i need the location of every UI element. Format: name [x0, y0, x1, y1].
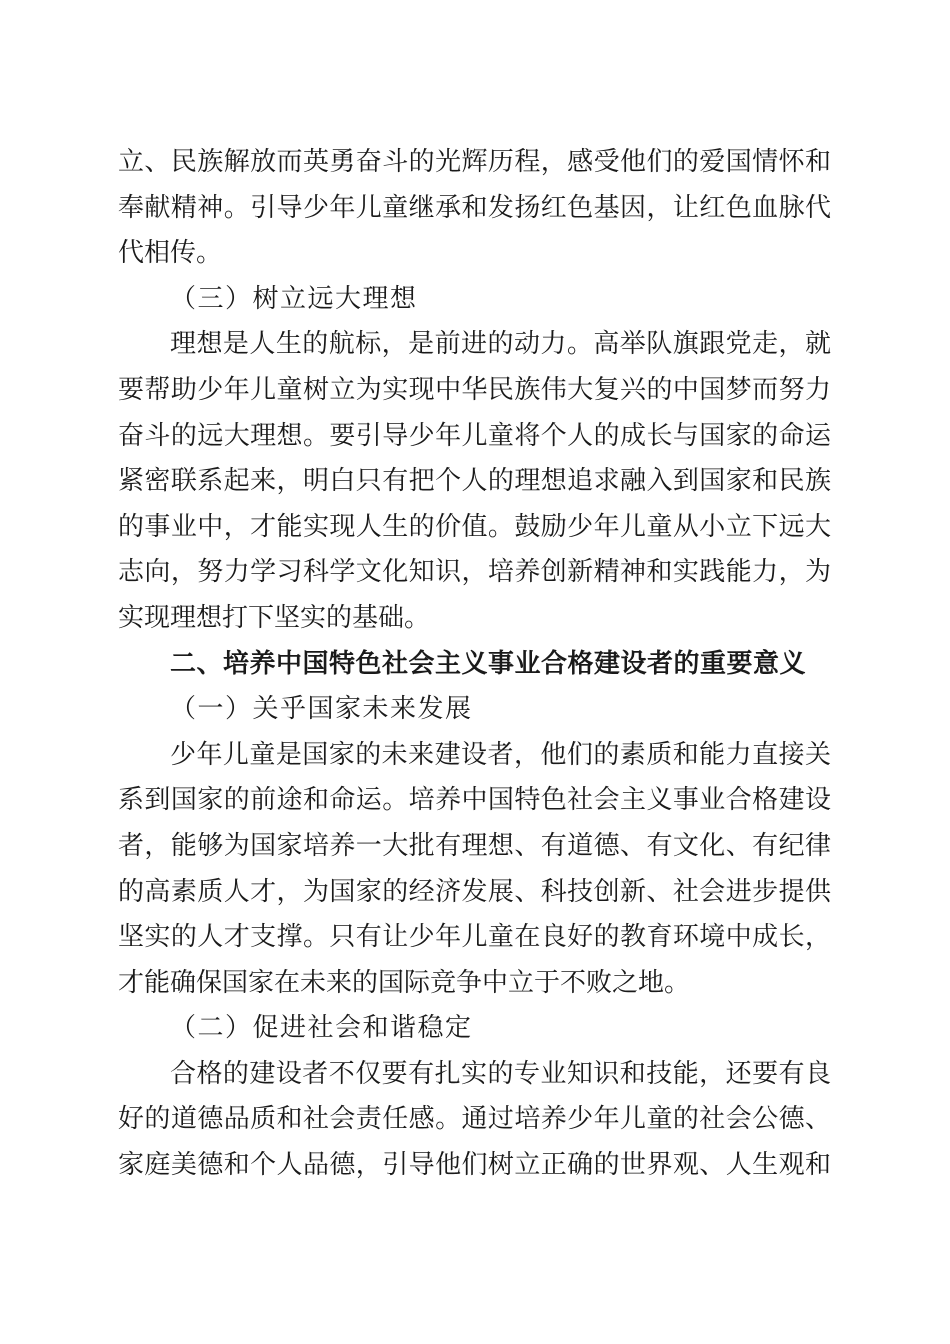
text-line: 合格的建设者不仅要有扎实的专业知识和技能，还要有良 [170, 1058, 831, 1089]
text-line: 者，能够为国家培养一大批有理想、有道德、有文化、有纪律 [118, 830, 831, 861]
text-line: 理想是人生的航标，是前进的动力。高举队旗跟党走，就 [170, 329, 831, 360]
paragraph-continuation [118, 140, 831, 277]
text-line: 志向，努力学习科学文化知识，培养创新精神和实践能力，为 [118, 557, 831, 588]
paragraph-social-harmony [118, 1052, 831, 1189]
section-subheading-1: （一）关乎国家未来发展 [170, 694, 473, 725]
text-line: 的高素质人才，为国家的经济发展、科技创新、社会进步提供 [118, 876, 831, 907]
paragraph-national-future [118, 733, 831, 1007]
text-line: 奋斗的远大理想。要引导少年儿童将个人的成长与国家的命运 [118, 420, 831, 451]
section-subheading-2: （二）促进社会和谐稳定 [170, 1013, 473, 1044]
document-page [118, 140, 831, 1189]
text-line: 紧密联系起来，明白只有把个人的理想追求融入到国家和民族 [118, 466, 831, 497]
text-line: 才能确保国家在未来的国际竞争中立于不败之地。 [118, 967, 691, 998]
text-line: 坚实的人才支撑。只有让少年儿童在良好的教育环境中成长， [118, 922, 831, 953]
section-subheading-3: （三）树立远大理想 [170, 283, 418, 314]
text-line: 系到国家的前途和命运。培养中国特色社会主义事业合格建设 [118, 785, 831, 816]
text-line: 少年儿童是国家的未来建设者，他们的素质和能力直接关 [170, 739, 831, 770]
text-line: 家庭美德和个人品德，引导他们树立正确的世界观、人生观和 [118, 1150, 831, 1181]
text-line: 实现理想打下坚实的基础。 [118, 602, 431, 633]
paragraph-ideals [118, 322, 831, 641]
text-line: 的事业中，才能实现人生的价值。鼓励少年儿童从小立下远大 [118, 511, 831, 542]
text-line: 代相传。 [118, 238, 223, 269]
text-line: 好的道德品质和社会责任感。通过培养少年儿童的社会公德、 [118, 1104, 831, 1135]
text-line: 要帮助少年儿童树立为实现中华民族伟大复兴的中国梦而努力 [118, 374, 831, 405]
text-line: 立、民族解放而英勇奋斗的光辉历程，感受他们的爱国情怀和 [118, 147, 831, 177]
section-heading-2: 二、培养中国特色社会主义事业合格建设者的重要意义 [170, 648, 807, 679]
text-line: 奉献精神。引导少年儿童继承和发扬红色基因，让红色血脉代 [118, 192, 831, 223]
